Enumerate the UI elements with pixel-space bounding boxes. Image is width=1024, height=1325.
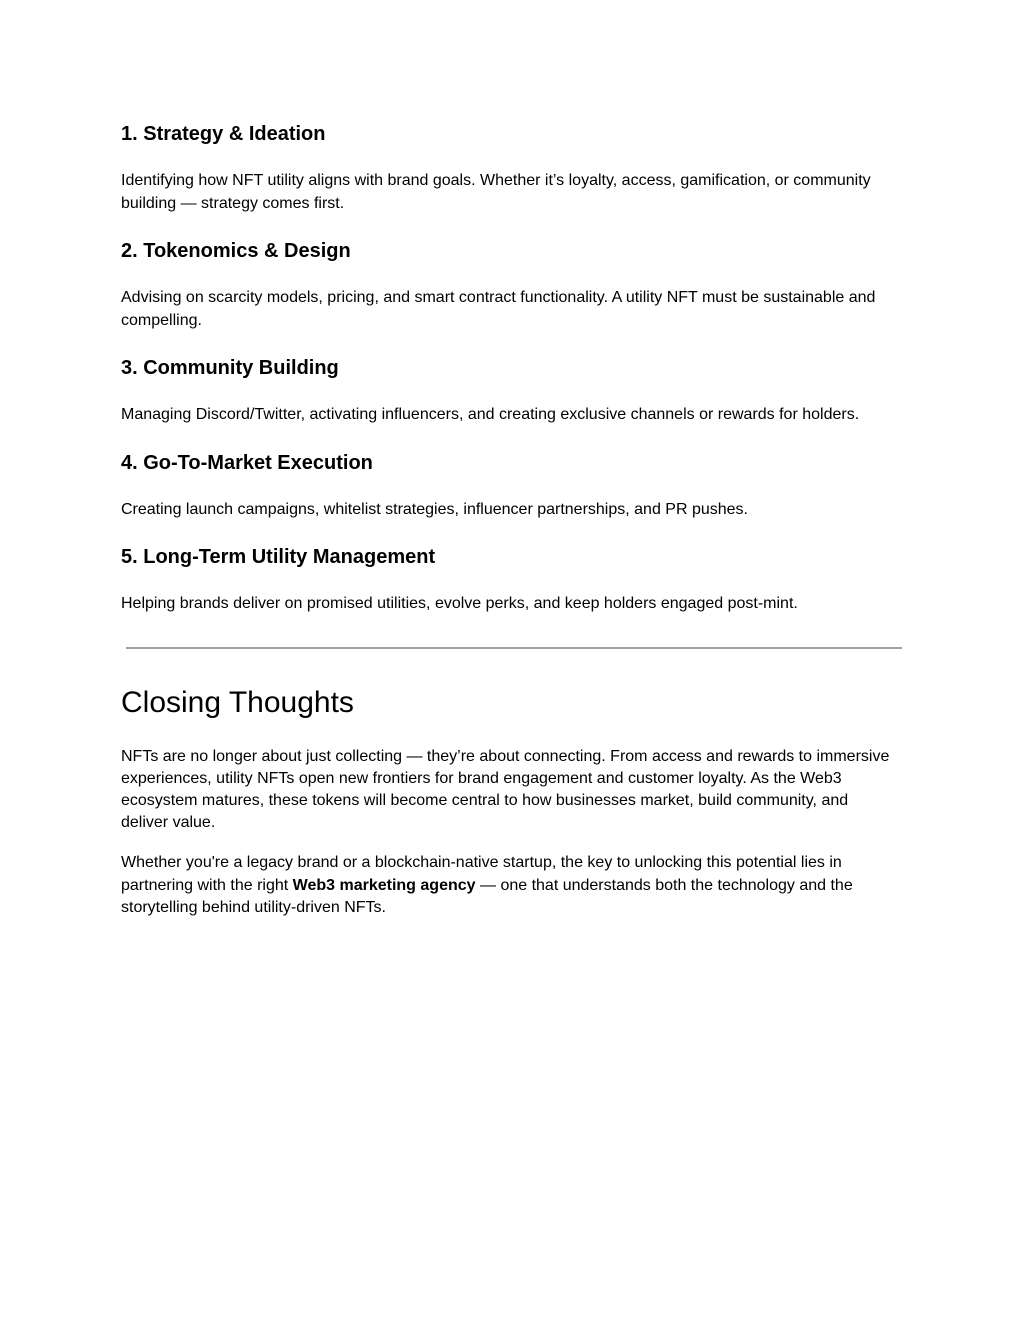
closing-title: Closing Thoughts <box>121 685 354 719</box>
agency-bold-text: Web3 marketing agency <box>292 876 476 894</box>
section-heading-long-term: 5. Long-Term Utility Management <box>121 546 436 568</box>
section-body-go-to-market: Creating launch campaigns, whitelist strategies, influencer partnerships, and PR pushes. <box>121 500 748 518</box>
section-body-tokenomics: Advising on scarcity models, pricing, and smart contract functionality. A utility NFT must be sustainable and compelling. <box>121 289 876 329</box>
closing-paragraph-2 <box>121 852 896 919</box>
section-body-strategy: Identifying how NFT utility aligns with brand goals. Whether it’s loyalty, access, gamification, or community building — strategy comes first. <box>121 172 871 212</box>
section-body-community: Managing Discord/Twitter, activating influencers, and creating exclusive channels or rewards for holders. <box>121 406 860 423</box>
closing-paragraph-2-text-before: Whether you're a legacy brand or a blockchain-native startup, the key to unlocking this potential lies in partnering with the right <box>121 854 842 894</box>
section-heading-community: 3. Community Building <box>121 357 339 379</box>
section-heading-strategy: 1. Strategy & Ideation <box>121 123 326 145</box>
closing-paragraph-2-text-after: — one that understands both the technology and the storytelling behind utility-driven NFTs. <box>121 876 853 916</box>
horizontal-divider <box>126 647 902 649</box>
closing-paragraph-1: NFTs are no longer about just collecting — they’re about connecting. From access and rewards to immersive experiences, utility NFTs open new frontiers for brand engagement and customer loyalty. As the Web3 ecosystem matures, these tokens will become central to how businesses market, build community, and deliver value. <box>121 747 890 832</box>
section-body-long-term: Helping brands deliver on promised utilities, evolve perks, and keep holders engaged post-mint. <box>121 595 798 612</box>
section-heading-tokenomics: 2. Tokenomics & Design <box>121 240 351 262</box>
section-heading-go-to-market: 4. Go-To-Market Execution <box>121 451 373 474</box>
